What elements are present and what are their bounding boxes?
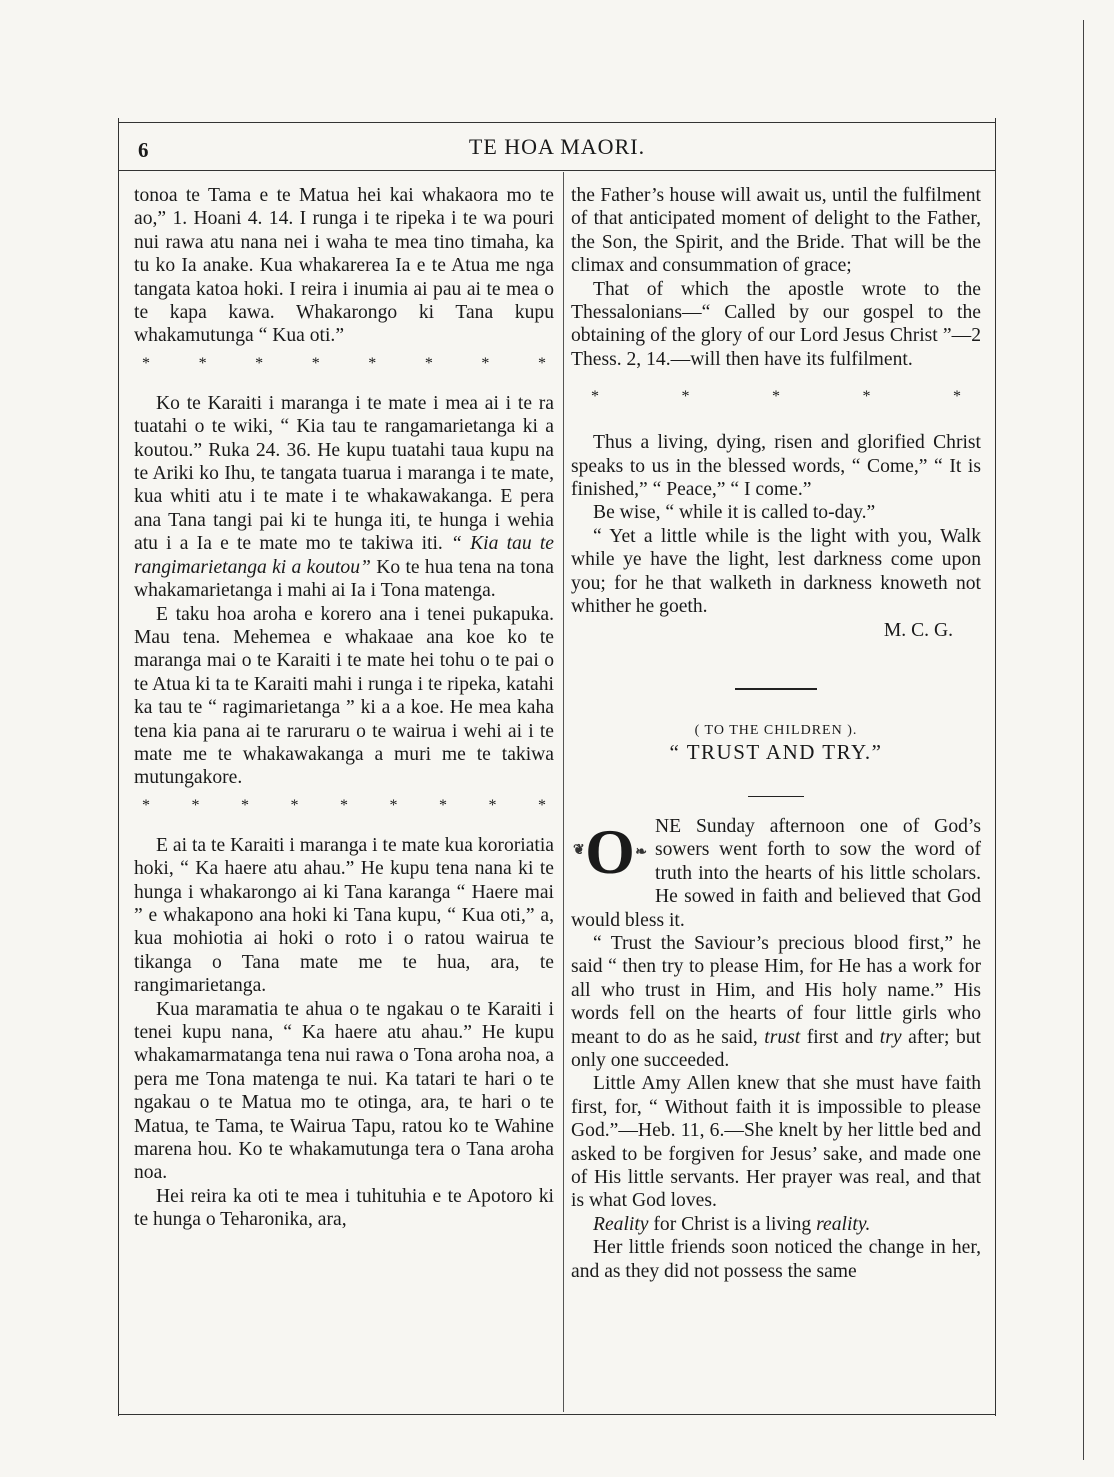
star: * xyxy=(389,796,398,814)
flourish-icon: ❧ xyxy=(635,844,647,860)
star: * xyxy=(340,796,348,814)
section-stars xyxy=(134,348,554,382)
star: * xyxy=(538,796,546,814)
right-paragraph-3: Thus a living, dying, risen and glorified Christ speaks to us in the blessed words, “ Come,” “ It is finished,” “ Peace,” “ I come.” xyxy=(571,432,981,501)
left-paragraph-6: Hei reira ka oti te mea i tuhituhia e te Apotoro ki te hunga o Teharonika, ara, xyxy=(134,1185,554,1231)
margin-line xyxy=(1083,20,1084,1460)
star: * xyxy=(424,354,433,372)
bottom-rule xyxy=(118,1414,996,1415)
right-paragraph-8: Little Amy Allen knew that she must have faith first, for, “ Without faith it is impossible to please God.”—Heb. 11, 6.—She knelt by her little bed and asked to be forgiven for Jesus’ sake, and made one of His little servants. Her prayer was real, and that is what God loves. xyxy=(571,1073,981,1212)
star: * xyxy=(681,388,690,406)
section-title: “ TRUST AND TRY.” xyxy=(669,739,883,764)
left-paragraph-2: Ko te Karaiti i maranga i te mate i mea ai i te ra tuatahi o te wiki, “ Kia tau te rangamarietanga ki a koutou.” Ruka 24. 36. He kupu tuatahi taua kupu na te Ariki ko Ihu, te tangata tuarua i maranga i te mate, kua whiti atu i te mate i te whakawakanga. E pera ana Tana tangi pai ki te hunga iti, te hunga i wehia atu i a Ia e te mate mo te takiwa iti. “ Kia tau te rangimarietanga ki a koutou” Ko te hua tena na tona whakamarietanga i mahi ai Ia i Tona matenga. xyxy=(134,392,554,602)
section-subhead: ( TO THE CHILDREN ). xyxy=(694,722,858,738)
star: * xyxy=(591,388,599,406)
right-paragraph-1: the Father’s house will await us, until the fulfilment of that anticipated moment of delight to the Father, the Son, the Spirit, and the Bride. That will be the climax and consummation of grace; xyxy=(571,185,981,277)
star: * xyxy=(772,388,780,406)
star: * xyxy=(439,796,447,814)
top-rule xyxy=(118,122,996,123)
column-divider xyxy=(563,172,564,1412)
right-paragraph-2: That of which the apostle wrote to the Thessalonians—“ Called by our gospel to the obtaining of the glory of our Lord Jesus Christ ”—2 Thess. 2, 14.—will then have its fulfilment. xyxy=(571,278,981,370)
section-stars xyxy=(571,371,981,431)
star: * xyxy=(953,388,961,406)
star: * xyxy=(488,796,497,814)
left-paragraph-3: E taku hoa aroha e korero ana i tenei pukapuka. Mau tena. Mehemea e whakaae ana koe ko te maranga mai o te Karaiti i te mate hei tohu o te pai o te Atua ki ta te Karaiti mahi i runga i te ripeka, katahi ka tau te “ ragimarietanga ” ki a a koe. He mea kaha tena kia pana ai te raruraru o te wairua i wehi ai i te mate me te whakawakanga a muri me te takiwa mutungakore. xyxy=(134,603,554,789)
star: * xyxy=(862,388,871,406)
right-column xyxy=(571,184,981,1283)
star: * xyxy=(290,796,299,814)
right-paragraph-9: Reality for Christ is a living reality. xyxy=(593,1213,871,1235)
right-paragraph-10: Her little friends soon noticed the change in her, and as they did not possess the same xyxy=(571,1237,981,1282)
left-paragraph-5: Kua maramatia te ahua o te ngakau o te Karaiti i tenei kupu nana, “ Ka haere atu ahau.” He kupu whakamarmatanga tena nui rawa o Tona aroha noa, a pera me Tona matenga te nui. Ka tatari te hari o te ngakau o te Matua mo te otinga, ara, te hari o te Matua, te Tama, te Wairua Tapu, ratou ko te Wahine marena hou. Ko te whakamutunga tera o Tana aroha noa. xyxy=(134,998,554,1184)
star: * xyxy=(142,796,150,814)
star: * xyxy=(255,354,264,372)
signature: M. C. G. xyxy=(883,619,953,641)
right-paragraph-4: Be wise, “ while it is called to-day.” xyxy=(593,502,876,524)
star: * xyxy=(241,796,249,814)
left-column xyxy=(134,184,554,1232)
star: * xyxy=(368,354,377,372)
star: * xyxy=(311,354,320,372)
star: * xyxy=(142,354,150,372)
star: * xyxy=(537,354,546,372)
right-paragraph-7: “ Trust the Saviour’s precious blood first,” he said “ then try to please Him, for He has a work for all who trust in Him, and His holy name.” His words fell on the hearts of four little girls who meant to do as he said, trust first and try after; but only one succeeded. xyxy=(571,932,981,1071)
left-paragraph-1: tonoa te Tama e te Matua hei kai whakaora mo te ao,” 1. Hoani 4. 14. I runga i te ripeka i te wa pouri nui rawa atu nana nei i waha te mea tino timaha, ka tu ko Ia anake. Kua whakarerea Ia e te Atua me nga tangata katoa hoki. I reira i inumia ai pau ai te mea o te kapa kawa. Whakarongo ki Tana kupu whakamutunga “ Kua oti.” xyxy=(134,185,554,347)
section-rule xyxy=(735,688,817,690)
flourish-icon: ❦ xyxy=(573,842,585,858)
star: * xyxy=(198,354,207,372)
header-rule xyxy=(118,170,996,171)
running-title: TE HOA MAORI. xyxy=(468,134,646,159)
italic-quote: “ Kia tau te rangimarietanga ki a koutou” xyxy=(134,533,554,578)
left-paragraph-4: E ai ta te Karaiti i maranga i te mate kua kororiatia hoki, “ Ka haere atu ahau.” He kupu tena nana ki te hunga i whakarongo ai ki Tana karanga “ Haere mai ” e whakapono ana hoki ki Tana kupu, “ Kua oti,” a, kua mohiotia ai hoki o roto i o ratou wairua te tikanga o Tana mate me te hua, ara, te rangimarietanga. xyxy=(134,834,554,997)
star: * xyxy=(191,796,200,814)
ornamental-initial: ❦ O ❧ xyxy=(573,815,647,887)
section-stars xyxy=(134,790,554,824)
right-paragraph-5: “ Yet a little while is the light with you, Walk while ye have the light, lest darkness come upon you; for he that walketh in darkness knoweth not whither he goeth. xyxy=(571,525,981,618)
star: * xyxy=(481,354,490,372)
page-number: 6 xyxy=(138,138,149,162)
right-paragraph-6: ❦ O ❧ NE Sunday afternoon one of God’s sowers went forth to sow the word of truth into the hearts of his little scholars. He sowed in faith and believed that God would bless it. xyxy=(571,815,981,931)
